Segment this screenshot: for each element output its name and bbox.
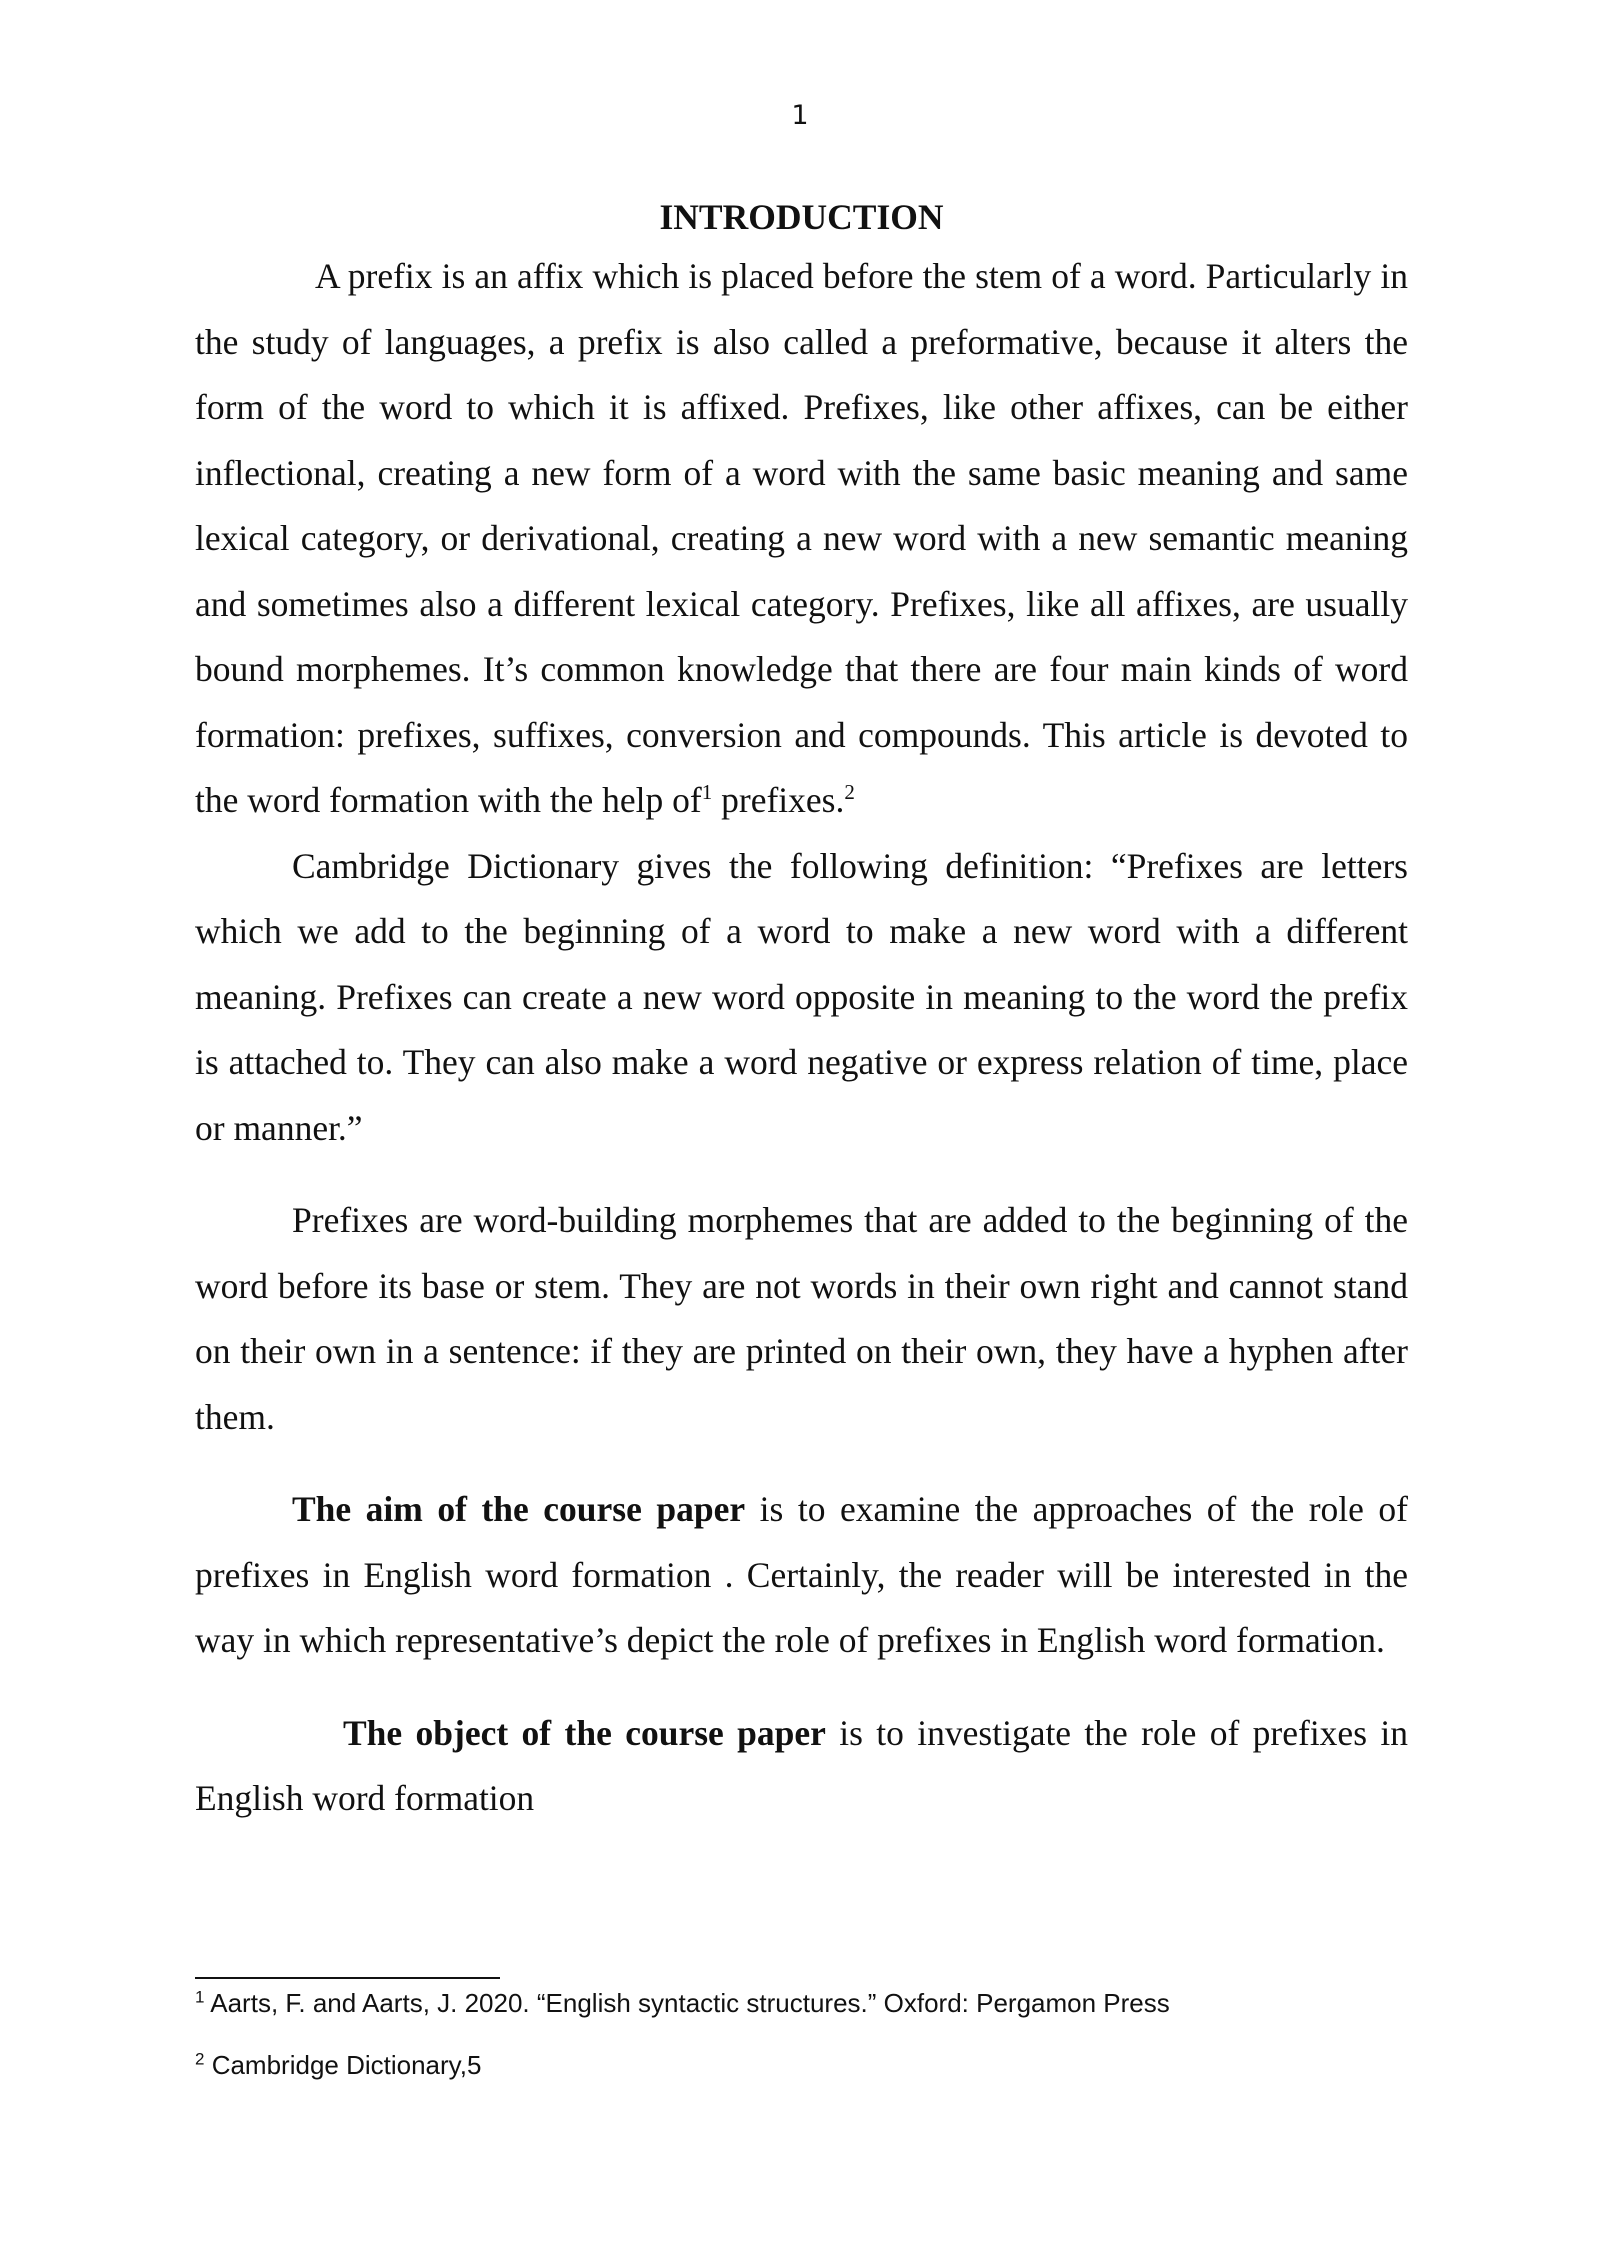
- footnotes: [195, 1986, 1408, 2082]
- footnote-mark-2: 2: [195, 2049, 205, 2069]
- object-text: is to investigate the role of prefixes in English word formation: [195, 1712, 1408, 1818]
- footnote-text-2: Cambridge Dictionary,5: [204, 2050, 482, 2080]
- paragraph-text: A prefix is an affix which is placed before the stem of a word. Particularly in the study of languages, a prefix is also called a preformative, because it alters the form of the word to which it is affixed. Prefixes, like other affixes, can be either inflectional, creating a new form of a word with the same basic meaning and same lexical category, or derivational, creating a new word with a new semantic meaning and sometimes also a different lexical category. Prefixes, like all affixes, are usually bound morphemes. It’s common knowledge that there are four main kinds of word formation: prefixes, suffixes, conversion and compounds. This article is devoted to the word formation with the help of: [195, 256, 1408, 820]
- paragraph-object: [195, 1701, 1408, 1832]
- aim-label: The aim of the course paper: [292, 1489, 746, 1529]
- paragraph-word-building: Prefixes are word-building morphemes that are added to the beginning of the word before its base or stem. They are not words in their own right and cannot stand on their own in a sentence: if they are printed on their own, they have a hyphen after them.: [195, 1200, 1408, 1437]
- paragraph-text-tail: prefixes.: [712, 780, 845, 820]
- aim-text: is to examine the approaches of the role of prefixes in English word formation . Certainly, the reader will be interested in the way in which representative’s depict the role of prefixes in English word formation.: [195, 1489, 1408, 1660]
- object-label: The object of the course paper: [343, 1712, 826, 1753]
- footnote-reference-2[interactable]: 2: [844, 780, 855, 805]
- page-number: 1: [791, 100, 809, 131]
- footnote-2: [195, 2048, 1408, 2082]
- paragraph-cambridge-definition: Cambridge Dictionary gives the following definition: “Prefixes are letters which we add to the beginning of a word to make a new word with a different meaning. Prefixes can create a new word opposite in meaning to the word the prefix is attached to. They can also make a word negative or express relation of time, place or manner.”: [195, 845, 1408, 1148]
- paragraph-aim: [195, 1477, 1408, 1674]
- paragraph-prefix-definition: [195, 244, 1408, 834]
- section-heading: INTRODUCTION: [659, 197, 944, 237]
- document-body: [195, 190, 1408, 1832]
- footnote-reference-1[interactable]: 1: [701, 780, 713, 805]
- footnote-mark-1: 1: [195, 1987, 205, 2007]
- footnote-text-1: Aarts, F. and Aarts, J. 2020. “English syntactic structures.” Oxford: Pergamon Press: [204, 1988, 1170, 2018]
- footnote-1: [195, 1986, 1408, 2020]
- footnote-separator: [195, 1977, 500, 1979]
